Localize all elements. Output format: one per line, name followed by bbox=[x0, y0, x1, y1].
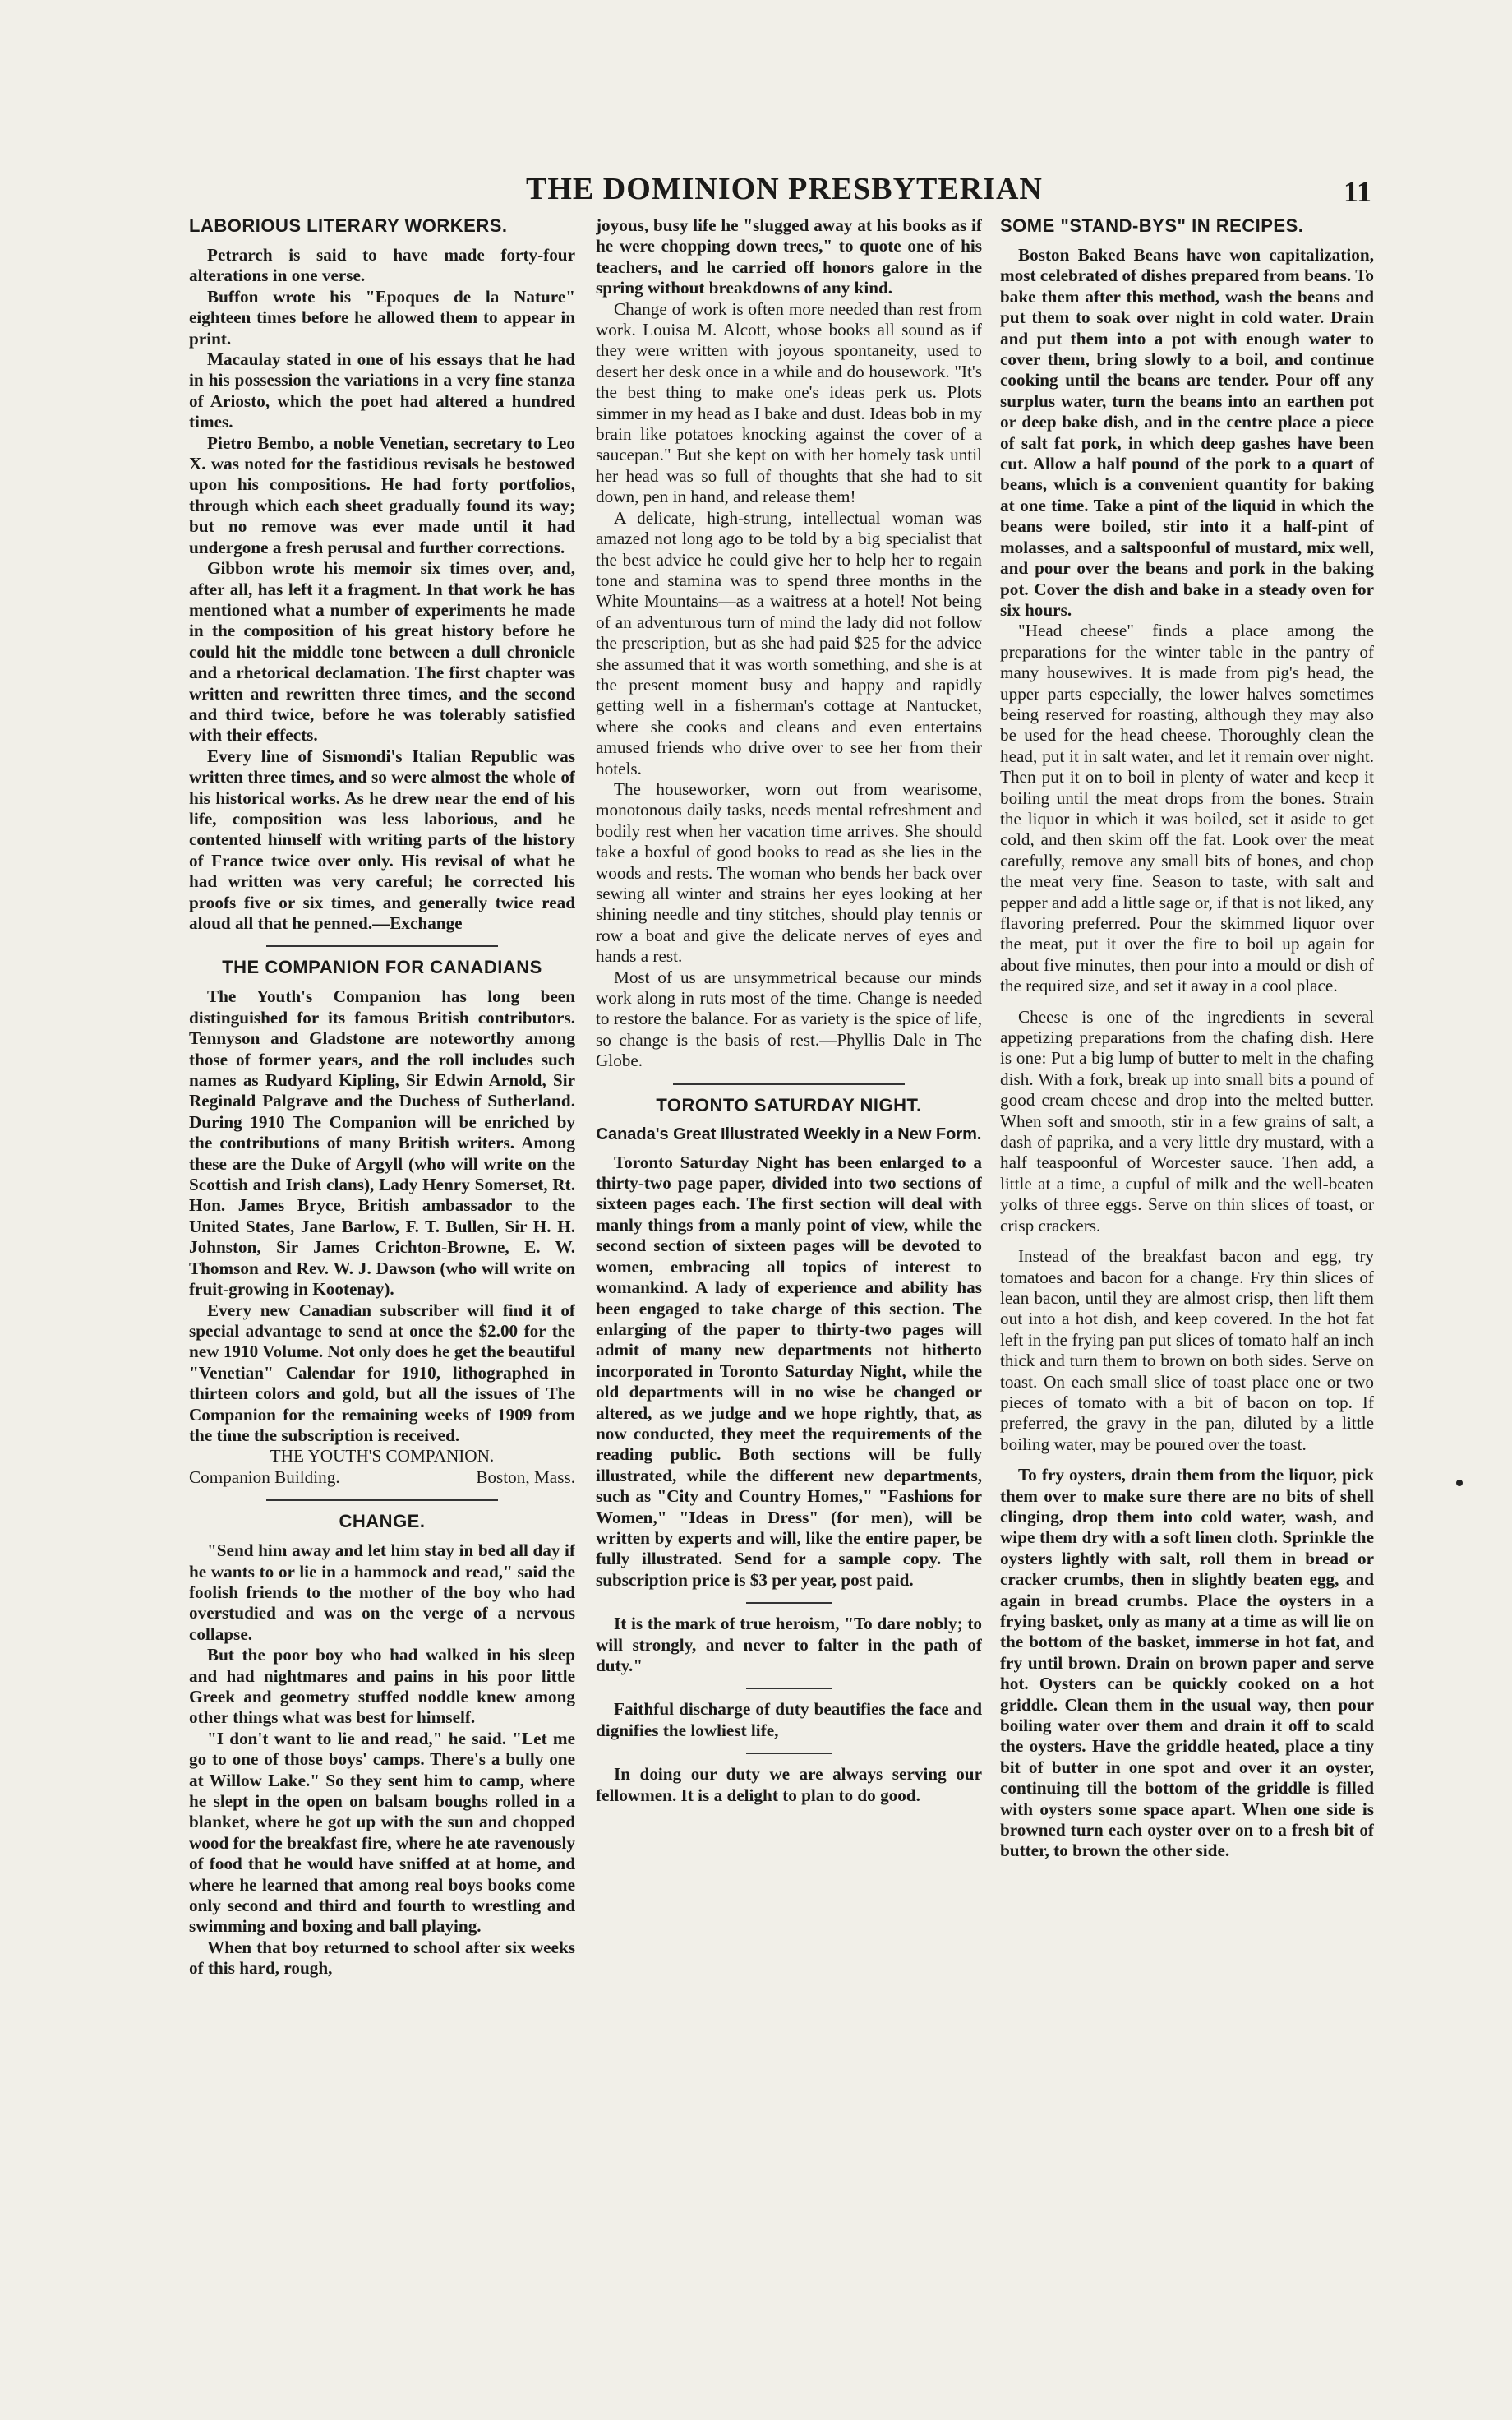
column-1 bbox=[189, 215, 575, 2321]
paragraph: Petrarch is said to have made forty-four alterations in one verse. bbox=[189, 245, 575, 286]
paragraph: Macaulay stated in one of his essays that he had in his possession the variations in a very fine stanza of Ariosto, which the poet had altered a hundred times. bbox=[189, 349, 575, 432]
column-3 bbox=[1000, 215, 1374, 2321]
paragraph: A delicate, high-strung, intellectual woman was amazed not long ago to be told by a big specialist that the best advice he could give her to help her to regain tone and stamina was to spend three months in the White Mountains—as a waitress at a hotel! Not being of an adventurous turn of mind the lady did not follow the prescription, but as she had paid $25 for the advice she assumed that it was worth something, and she is at the present moment busy and happy and rapidly getting well in a fisherman's cottage at Nantucket, where she cooks and cleans and even entertains amused friends who drive over to see her from their hotels. bbox=[596, 507, 982, 778]
signature-building: Companion Building. bbox=[189, 1466, 340, 1487]
section-divider bbox=[266, 945, 498, 947]
section-divider bbox=[266, 1499, 498, 1501]
spacer bbox=[1000, 997, 1374, 1007]
paragraph: Buffon wrote his "Epoques de la Nature" eighteen times before he allowed them to appear in print. bbox=[189, 286, 575, 349]
article-subheading: Canada's Great Illustrated Weekly in a New Form. bbox=[596, 1125, 982, 1143]
paragraph: Most of us are unsymmetrical because our minds work along in ruts most of the time. Change is needed to restore the balance. For as variety is the spice of life, so change is the basis of rest.—Phyllis Dale in The Globe. bbox=[596, 967, 982, 1071]
article-heading-recipes: SOME "STAND-BYS" IN RECIPES. bbox=[1000, 215, 1304, 236]
paragraph: Change of work is often more needed than rest from work. Louisa M. Alcott, whose books all sound as if they were written with joyous spontaneity, used to desert her desk once in a while and do housework. "It's the best thing to make one's ideas perk us. Plots simmer in my head as I bake and dust. Ideas bob in my brain like potatoes knocking against the cover of a saucepan." But she kept on with her homely task until her head was so full of thoughts that she had to sit down, pen in hand, and release them! bbox=[596, 298, 982, 507]
spacer bbox=[1000, 1236, 1374, 1246]
paragraph: To fry oysters, drain them from the liquor, pick them over to make sure there are no bits of shell clinging, drop them into cold water, wash, and wipe them dry with a soft linen cloth. Sprinkle the oysters lightly with salt, roll them in bread or cracker crumbs, then in slightly beaten egg, and again in bread crumbs. Place the oysters in a frying basket, only as many at a time as will lie on the bottom of the basket, immerse in hot fat, and fry until brown. Drain on brown paper and serve hot. Oysters can be quickly cooked on a hot griddle. Clean them in the usual way, then pour boiling water over them and drain it off to scald the oysters. Have the griddle heated, place a tiny bit of butter in one spot and over it an oyster, continuing till the bottom of the griddle is filled with oysters some space apart. When one side is browned turn each oyster over on to a fresh bit of butter, to brown the other side. bbox=[1000, 1465, 1374, 1861]
paragraph: Every new Canadian subscriber will find it of special advantage to send at once the $2.00 for the new 1910 Volume. Not only does he get the beautiful "Venetian" Calendar for 1910, lithographed in thirteen colors and gold, but all the issues of The Companion for the remaining weeks of 1909 from the time the subscription is received. bbox=[189, 1300, 575, 1445]
signature-address bbox=[189, 1467, 575, 1488]
article-heading-companion: THE COMPANION FOR CANADIANS bbox=[222, 957, 542, 978]
article-heading-toronto: TORONTO SATURDAY NIGHT. bbox=[656, 1094, 922, 1115]
signature-city: Boston, Mass. bbox=[476, 1466, 575, 1487]
paragraph: Pietro Bembo, a noble Venetian, secretary to Leo X. was noted for the fastidious revisals he bestowed upon his compositions. He had forty portfolios, through which each sheet gradually found its way; but no remove was ever made until it had undergone a fresh perusal and further corrections. bbox=[189, 432, 575, 557]
section-divider bbox=[673, 1083, 905, 1085]
paragraph: Cheese is one of the ingredients in several appetizing preparations from the chafing dish. Here is one: Put a big lump of butter to melt in the chafing dish. With a fork, break up into small bits a pound of good cream cheese and drop into the melted butter. When soft and smooth, stir in a few grains of salt, a dash of paprika, and a very little dry mustard, with a half teaspoonful of Worcester sauce. Then add, a little at a time, a cupful of milk and the well-beaten yolks of three eggs. Serve on thin slices of toast, or crisp crackers. bbox=[1000, 1006, 1374, 1235]
ink-speck bbox=[1456, 1480, 1463, 1486]
section-divider bbox=[746, 1602, 831, 1604]
paragraph: In doing our duty we are always serving our fellowmen. It is a delight to plan to do good. bbox=[596, 1764, 982, 1805]
page-number: 11 bbox=[1344, 175, 1372, 208]
article-heading-change: CHANGE. bbox=[339, 1511, 426, 1532]
section-divider bbox=[746, 1753, 831, 1754]
paragraph: Every line of Sismondi's Italian Republic was written three times, and so were almost the whole of his historical works. As he drew near the end of his life, composition was less laborious, and he contented himself with writing parts of the history of France twice over only. His revisal of what he had written was very careful; he corrected his proofs five or six times, and generally twice read aloud all that he penned.—Exchange bbox=[189, 746, 575, 933]
paragraph: "Send him away and let him stay in bed all day if he wants to or lie in a hammock and read," said the foolish friends to the mother of the boy who had overstudied and was on the verge of a nervous collapse. bbox=[189, 1540, 575, 1644]
signature-name: THE YOUTH'S COMPANION. bbox=[270, 1446, 495, 1466]
section-divider bbox=[746, 1688, 831, 1689]
paragraph: But the poor boy who had walked in his sleep and had nightmares and pains in his poor little Greek and geometry stuffed noddle knew among other things what was best for himself. bbox=[189, 1645, 575, 1728]
paragraph: When that boy returned to school after six weeks of this hard, rough, bbox=[189, 1937, 575, 1979]
paragraph: The houseworker, worn out from wearisome, monotonous daily tasks, needs mental refreshment and bodily rest when her vacation time arrives. She should take a boxful of good books to read as she lies in the woods and rests. The woman who bends her back over sewing all winter and strains her eyes looking at her shining needle and tiny stitches, should play tennis or row a boat and give the delicate nerves of eyes and hands a rest. bbox=[596, 778, 982, 967]
masthead bbox=[0, 171, 1512, 220]
article-heading-literary-workers: LABORIOUS LITERARY WORKERS. bbox=[189, 215, 508, 236]
paragraph: Boston Baked Beans have won capitalization, most celebrated of dishes prepared from beans. To bake them after this method, wash the beans and put them to soak over night in cold water. Drain and put them into a pot with enough water to cover them, bring slowly to a boil, and continue cooking until the beans are tender. Pour off any surplus water, turn the beans into an earthen pot or deep bake dish, and in the centre place a piece of salt fat pork, in which deep gashes have been cut. Allow a half pound of the pork to a quart of beans, which is a convenient quantity for baking at one time. Take a pint of the liquid in which the beans were boiled, stir into it a half-pint of molasses, and a saltspoonful of mustard, mix well, and pour over the beans and pork in the baking pot. Cover the dish and bake in a steady oven for six hours. bbox=[1000, 245, 1374, 620]
paragraph: Gibbon wrote his memoir six times over, and, after all, has left it a fragment. In that work he has mentioned what a number of experiments he made in the composition of his great history before he could hit the middle tone between a dull chronicle and a rhetorical declamation. The first chapter was written and rewritten three times, and the second and third twice, before he was tolerably satisfied with their effects. bbox=[189, 558, 575, 746]
paragraph: The Youth's Companion has long been distinguished for its famous British contributors. Tennyson and Gladstone are noteworthy among those of former years, and the roll includes such names as Rudyard Kipling, Sir Edwin Arnold, Sir Reginald Palgrave and the Duchess of Sutherland. During 1910 The Companion will be enriched by the contributions of many British writers. Among these are the Duke of Argyll (who will write on the Scottish and Irish clans), Lady Henry Somerset, Rt. Hon. James Bryce, British ambassador to the United States, Jane Barlow, F. T. Bullen, Sir H. H. Johnston, Sir James Crichton-Browne, E. W. Thomson and Rev. W. J. Dawson (who will write on fruit-growing in Kootenay). bbox=[189, 986, 575, 1300]
publication-title: THE DOMINION PRESBYTERIAN bbox=[526, 172, 1043, 206]
column-2 bbox=[596, 215, 982, 2321]
spacer bbox=[1000, 1455, 1374, 1465]
paragraph: Instead of the breakfast bacon and egg, try tomatoes and bacon for a change. Fry thin slices of lean bacon, until they are almost crisp, then lift them out into a hot dish, and keep covered. In the hot fat left in the frying pan put slices of tomato half an inch thick and turn them to brown on both sides. Serve on toast. On each small slice of toast place one or two pieces of tomato with a bit of bacon on top. If preferred, the gravy in the pan, diluted by a little boiling water, may be poured over the toast. bbox=[1000, 1246, 1374, 1454]
paragraph: It is the mark of true heroism, "To dare nobly; to will strongly, and never to falter in the path of duty." bbox=[596, 1614, 982, 1675]
paragraph: Faithful discharge of duty beautifies the face and dignifies the lowliest life, bbox=[596, 1699, 982, 1740]
paragraph: "Head cheese" finds a place among the preparations for the winter table in the pantry of many housewives. It is made from pig's head, the upper parts especially, the lower halves sometimes being reserved for roasting, although they may also be used for the head cheese. Thoroughly clean the head, put it in salt water, and let it remain over night. Then put it on to boil in plenty of water and keep it boiling until the meat drops from the bones. Strain the liquor in which it was boiled, set it aside to get cold, and then skim off the fat. Look over the meat carefully, remove any small bits of bones, and chop the meat very fine. Season to taste, with salt and pepper and add a little sage or, if that is not liked, any flavoring preferred. Pour the skimmed liquor over the meat, put it over the fire to boil up again for about five minutes, then pour into a mould or dish of the required size, and set it away in a cool place. bbox=[1000, 621, 1374, 996]
paragraph: "I don't want to lie and read," he said. "Let me go to one of those boys' camps. There's a bully one at Willow Lake." So they sent him to camp, where he slept in the open on balsam boughs rolled in a blanket, where he got up with the sun and chopped wood for the breakfast fire, where he ate ravenously of food that he would have sniffed at at home, and where he learned that among real boys books come only second and third and fourth to wrestling and swimming and boxing and ball playing. bbox=[189, 1728, 575, 1937]
paragraph: Toronto Saturday Night has been enlarged to a thirty-two page paper, divided into two sections of sixteen pages each. The first section will deal with manly things from a manly point of view, while the second section of sixteen pages will be devoted to women, embracing all topics of interest to womankind. A lady of experience and ability has been engaged to take charge of this section. The enlarging of the paper to thirty-two pages will admit of many new departments not hitherto incorporated in Toronto Saturday Night, while the old departments will in no wise be changed or altered, as we judge and we hope rightly, that, as now conducted, they meet the requirements of the reading public. Both sections will be fully illustrated, while the different new departments, such as "City and Country Homes," "Fashions for Women," "Ideas in Dress" (for men), will be written by experts and will, like the entire paper, be fully illustrated. Send for a sample copy. The subscription price is $3 per year, post paid. bbox=[596, 1152, 982, 1590]
paragraph: joyous, busy life he "slugged away at his books as if he were chopping down trees," to quote one of his teachers, and he carried off honors galore in the spring without breakdowns of any kind. bbox=[596, 215, 982, 298]
